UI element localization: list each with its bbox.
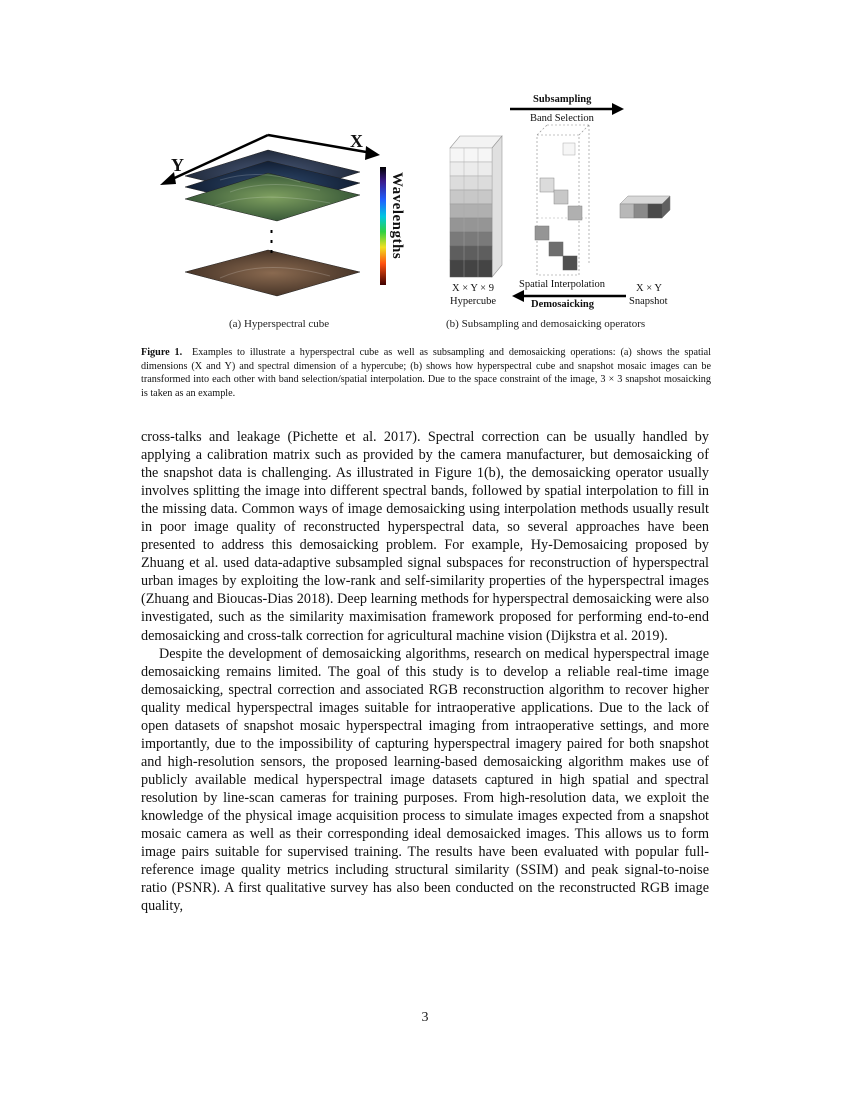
hypercube-block	[450, 136, 502, 277]
paragraph: cross-talks and leakage (Pichette et al. 2017). Spectral correction can be usually handled by applying a calibration matrix such as provided by the camera manufacturer, but demosaicking of the snapshot data is challenging. As illustrated in Figure 1(b), the demosaicking operator usually involves splitting the image into different spectral bands, followed by spatial interpolation to fill in the missing data. Common ways of image demosaicking using interpolation methods usually result in poor image quality of reconstructed hyperspectral data, so several approaches have been presented to address this demosaicking problem. For example, Hy-Demosaicing proposed by Zhuang et al. used data-adaptive subsampled signal subspaces for reconstruction of hyperspectral urban images by exploiting the low-rank and self-similarity properties of the hyperspectral images (Zhuang and Bioucas-Dias 2018). Deep learning methods for hyperspectral demosaicking were also investigated, such as the similarity maximisation framework proposed for performing end-to-end demosaicking and cross-talk correction for agricultural machine vision (Dijkstra et al. 2019).	[141, 429, 709, 644]
figure-caption	[141, 346, 711, 400]
snapshot-dims: X × Y	[636, 283, 662, 294]
demosaicking-label: Demosaicking	[531, 299, 594, 310]
band-selection-label: Band Selection	[530, 113, 594, 124]
spatial-interpolation-label: Spatial Interpolation	[519, 279, 606, 290]
subcaption-b: (b) Subsampling and demosaicking operators	[446, 318, 646, 330]
axis-y-label: Y	[171, 155, 184, 175]
subsampling-diagram	[445, 100, 685, 305]
page-number: 3	[421, 1010, 429, 1025]
hypercube-dims: X × Y × 9	[452, 283, 494, 294]
axis-x-label: X	[350, 131, 363, 151]
band-selection-column	[535, 125, 589, 275]
subcaption-a: (a) Hyperspectral cube	[229, 318, 330, 330]
wavelength-colorbar	[380, 167, 386, 285]
ellipsis-dots	[271, 230, 273, 253]
figure-1	[0, 0, 850, 340]
paragraph: Despite the development of demosaicking algorithms, research on medical hyperspectral image demosaicking remains limited. The goal of this study is to develop a reliable real-time image demosaicking, spectral correction and associated RGB reconstruction algorithm to recover higher quality medical hyperspectral images suitable for intraoperative applications. Due to the lack of open datasets of snapshot mosaic hyperspectral imaging from intraoperative settings, and more importantly, due to the impossibility of capturing hyperspectral imagery paired for both snapshot and high-resolution sensors, the proposed learning-based demosaicking algorithm makes use of publicly available medical hyperspectral image datasets captured in high spatial and spectral resolution by line-scan cameras for training purposes. From high-resolution data, we exploit the knowledge of the physical image acquisition process to simulate images expected from a snapshot mosaic camera as well as their corresponding ideal demosaicked images. This allows us to form image pairs suitable for supervised training. The results have been evaluated with popular full-reference image quality metrics including structural similarity (SSIM) and peak signal-to-noise ratio (PSNR). A first qualitative survey has also been conducted on the reconstructed RGB image quality,	[141, 645, 709, 915]
body-text	[141, 428, 709, 915]
snapshot-label: Snapshot	[629, 296, 668, 307]
snapshot-row	[620, 196, 670, 218]
hypercube-label: Hypercube	[450, 296, 497, 307]
caption-label: Figure 1.	[141, 347, 183, 358]
colorbar-label: Wavelengths	[389, 172, 405, 260]
subsampling-label: Subsampling	[533, 94, 592, 105]
caption-text: Examples to illustrate a hyperspectral cube as well as subsampling and demosaicking operations: (a) shows the spatial dimensions (X and Y) and spectral dimension of a hypercube; (b) shows how hyperspectral cube and snapshot mosaic images can be transformed into each other with band selection/spatial interpolation. Due to the space constraint of the image, 3 × 3 snapshot mosaicking is taken as an example.	[141, 347, 711, 399]
hypercube-illustration	[150, 120, 420, 310]
spectral-slices	[185, 150, 360, 296]
